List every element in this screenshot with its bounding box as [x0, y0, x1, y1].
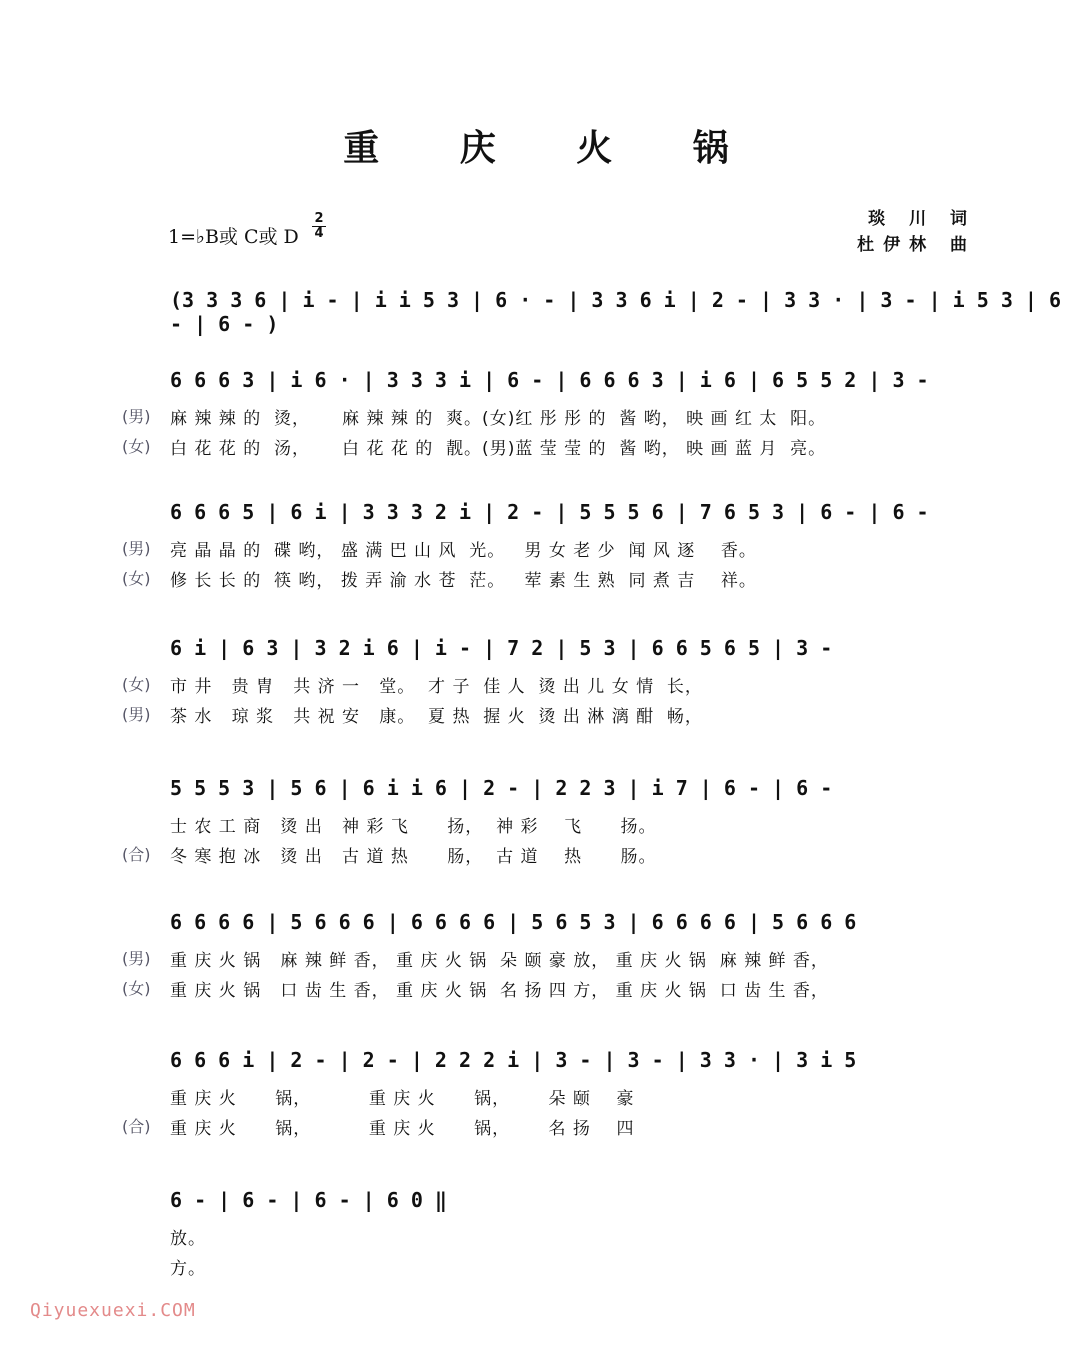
key-signature: 1=♭B或 C或 D: [168, 226, 299, 248]
lyric-line: 重 庆 火 锅 麻 辣 鲜 香， 重 庆 火 锅 朵 颐 豪 放， 重 庆 火 锅 麻 辣 鲜 香，: [170, 951, 829, 971]
lyric-line: 亮 晶 晶 的 碟 哟， 盛 满 巴 山 风 光。 男 女 老 少 闻 风 逐 香。: [170, 541, 757, 561]
watermark: Qiyuexuexi.COM: [30, 1300, 196, 1321]
voice-label: (男): [122, 407, 151, 426]
meter-bottom: 4: [314, 226, 324, 241]
notation-line: 6 6 6 6 | 5 6 6 6 | 6 6 6 6 | 5 6 5 3 | 6 6 6 6 | 5 6 6 6: [170, 910, 857, 934]
lyric-line: 方。: [170, 1259, 206, 1279]
voice-label: (男): [122, 705, 151, 724]
voice-label: (合): [122, 1117, 151, 1136]
meter-top: 2: [312, 212, 326, 227]
lyric-line: 茶 水 琼 浆 共 祝 安 康。 夏 热 握 火 烫 出 淋 漓 酣 畅，: [170, 707, 703, 727]
notation-line: 5 5 5 3 | 5 6 | 6 i i 6 | 2 - | 2 2 3 | i 7 | 6 - | 6 -: [170, 776, 833, 800]
notation-line: 6 - | 6 - | 6 - | 6 0 ‖: [170, 1188, 447, 1212]
notation-line: (3 3 3 6 | i - | i i 5 3 | 6 · - | 3 3 6 i | 2 - | 3 3 · | 3 - | i 5 3 | 6 - | 6 - ): [170, 288, 1062, 336]
lyric-line: 重 庆 火 锅 口 齿 生 香， 重 庆 火 锅 名 扬 四 方， 重 庆 火 锅 口 齿 生 香，: [170, 981, 829, 1001]
time-signature: [312, 212, 326, 241]
lyric-line: 麻 辣 辣 的 烫， 麻 辣 辣 的 爽。(女)红 彤 彤 的 酱 哟， 映 画 红 太 阳。: [170, 409, 827, 429]
notation-line: 6 i | 6 3 | 3 2 i 6 | i - | 7 2 | 5 3 | 6 6 5 6 5 | 3 -: [170, 636, 833, 660]
voice-label: (女): [122, 979, 151, 998]
voice-label: (男): [122, 539, 151, 558]
voice-label: (女): [122, 437, 151, 456]
voice-label: (男): [122, 949, 151, 968]
voice-label: (女): [122, 569, 151, 588]
notation-line: 6 6 6 i | 2 - | 2 - | 2 2 2 i | 3 - | 3 - | 3 3 · | 3 i 5: [170, 1048, 857, 1072]
lyric-line: 重 庆 火 锅， 重 庆 火 锅， 朵 颐 豪: [170, 1089, 635, 1109]
lyric-line: 重 庆 火 锅， 重 庆 火 锅， 名 扬 四: [170, 1119, 635, 1139]
lyric-line: 白 花 花 的 汤， 白 花 花 的 靓。(男)蓝 莹 莹 的 酱 哟， 映 画 蓝 月 亮。: [170, 439, 827, 459]
composer: 杜伊林 曲: [857, 235, 976, 255]
page-title: 重 庆 火 锅: [343, 128, 763, 169]
lyric-line: 修 长 长 的 筷 哟， 拨 弄 渝 水 苍 茫。 荤 素 生 熟 同 煮 吉 祥。: [170, 571, 757, 591]
lyric-line: 市 井 贵 胄 共 济 一 堂。 才 子 佳 人 烫 出 儿 女 情 长，: [170, 677, 703, 697]
lyric-line: 放。: [170, 1229, 206, 1249]
lyric-line: 冬 寒 抱 冰 烫 出 古 道 热 肠， 古 道 热 肠。: [170, 847, 657, 867]
lyricist: 琰 川 词: [868, 209, 976, 229]
notation-line: 6 6 6 3 | i 6 · | 3 3 3 i | 6 - | 6 6 6 3 | i 6 | 6 5 5 2 | 3 -: [170, 368, 929, 392]
notation-line: 6 6 6 5 | 6 i | 3 3 3 2 i | 2 - | 5 5 5 6 | 7 6 5 3 | 6 - | 6 -: [170, 500, 929, 524]
voice-label: (合): [122, 845, 151, 864]
voice-label: (女): [122, 675, 151, 694]
lyric-line: 士 农 工 商 烫 出 神 彩 飞 扬， 神 彩 飞 扬。: [170, 817, 657, 837]
